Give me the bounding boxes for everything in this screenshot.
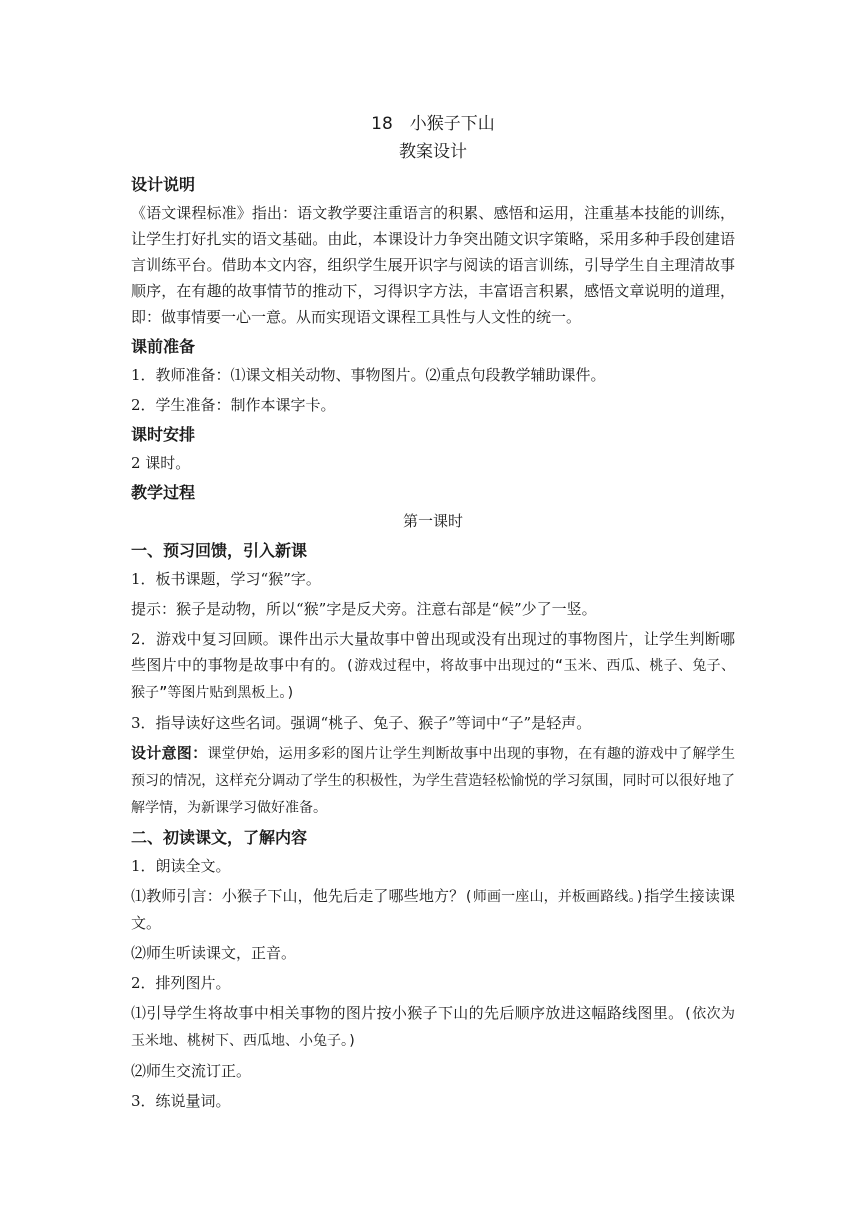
heading-design-note: 设计说明: [131, 175, 196, 194]
s2-item-1: 1．朗读全文。: [131, 857, 231, 875]
heading-schedule: 课时安排: [131, 425, 196, 444]
s1-item-3: 3．指导读好这些名词。强调“桃子、兔子、猴子”等词中“子”是轻声。: [131, 714, 592, 732]
document-page: [131, 110, 735, 1118]
lesson-label: 第一课时: [402, 512, 463, 530]
prep-item-1: 1．教师准备：⑴课文相关动物、事物图片。⑵重点句段教学辅助课件。: [131, 366, 606, 384]
s2-sub-1-tail: 指学生接读课文。: [131, 887, 735, 932]
heading-prep: 课前准备: [131, 337, 196, 356]
s2-sub-4: ⑵师生交流订正。: [131, 1062, 252, 1080]
s1-intent: [131, 740, 735, 821]
intent-text: 课堂伊始，运用多彩的图片让学生判断故事中出现的事物，在有趣的游戏中了解学生预习的情况，这样充分调动了学生的积极性，为学生营造轻松愉悦的学习氛围，同时可以很好地了解学情，为新课学习做好准备。: [131, 746, 735, 816]
schedule-text: 2 课时。: [131, 454, 191, 472]
s1-hint: 提示：猴子是动物，所以“猴”字是反犬旁。注意右部是“候”少了一竖。: [131, 600, 597, 618]
s2-item-3: 3．练说量词。: [131, 1092, 231, 1110]
s1-item-2-main: 2．游戏中复习回顾。课件出示大量故事中曾出现或没有出现过的事物图片，让学生判断哪些图片中的事物是故事中有的。: [131, 630, 735, 674]
heading-section-1: 一、预习回馈，引入新课: [131, 541, 308, 560]
s2-sub-3-main: ⑴引导学生将故事中相关事物的图片按小猴子下山的先后顺序放进这幅路线图里。: [131, 1004, 684, 1022]
s1-item-2-note: (游戏过程中，将故事中出现过的“玉米、西瓜、桃子、兔子、猴子”等图片贴到黑板上。): [131, 658, 735, 701]
s1-item-2: [131, 626, 735, 706]
heading-section-2: 二、初读课文，了解内容: [131, 828, 308, 847]
heading-process: 教学过程: [131, 483, 196, 502]
intent-label: 设计意图：: [131, 744, 208, 762]
s2-sub-3: [131, 1000, 735, 1054]
prep-item-2: 2．学生准备：制作本课字卡。: [131, 396, 336, 414]
lesson-title: 18 小猴子下山: [371, 114, 495, 134]
s2-item-2: 2．排列图片。: [131, 974, 231, 992]
doc-subtitle: 教案设计: [399, 142, 467, 162]
s2-sub-1-note: (师画一座山，并板画路线。): [464, 889, 645, 905]
s2-sub-3-note: (依次为玉米地、桃树下、西瓜地、小兔子。): [131, 1006, 735, 1049]
s2-sub-1-main: ⑴教师引言：小猴子下山，他先后走了哪些地方？: [131, 887, 465, 905]
s2-sub-2: ⑵师生听读课文，正音。: [131, 944, 297, 962]
s1-item-1: 1．板书课题，学习“猴”字。: [131, 570, 321, 588]
design-note-text: 《语文课程标准》指出：语文教学要注重语言的积累、感悟和运用，注重基本技能的训练，让学生打好扎实的语文基础。由此，本课设计力争突出随文识字策略，采用多种手段创建语言训练平台。借助本文内容，组织学生展开识字与阅读的语言训练，引导学生自主理清故事顺序，在有趣的故事情节的推动下，习得识字方法，丰富语言积累，感悟文章说明的道理，即：做事情要一心一意。从而实现语文课程工具性与人文性的统一。: [131, 204, 735, 326]
s2-sub-1: [131, 883, 735, 936]
